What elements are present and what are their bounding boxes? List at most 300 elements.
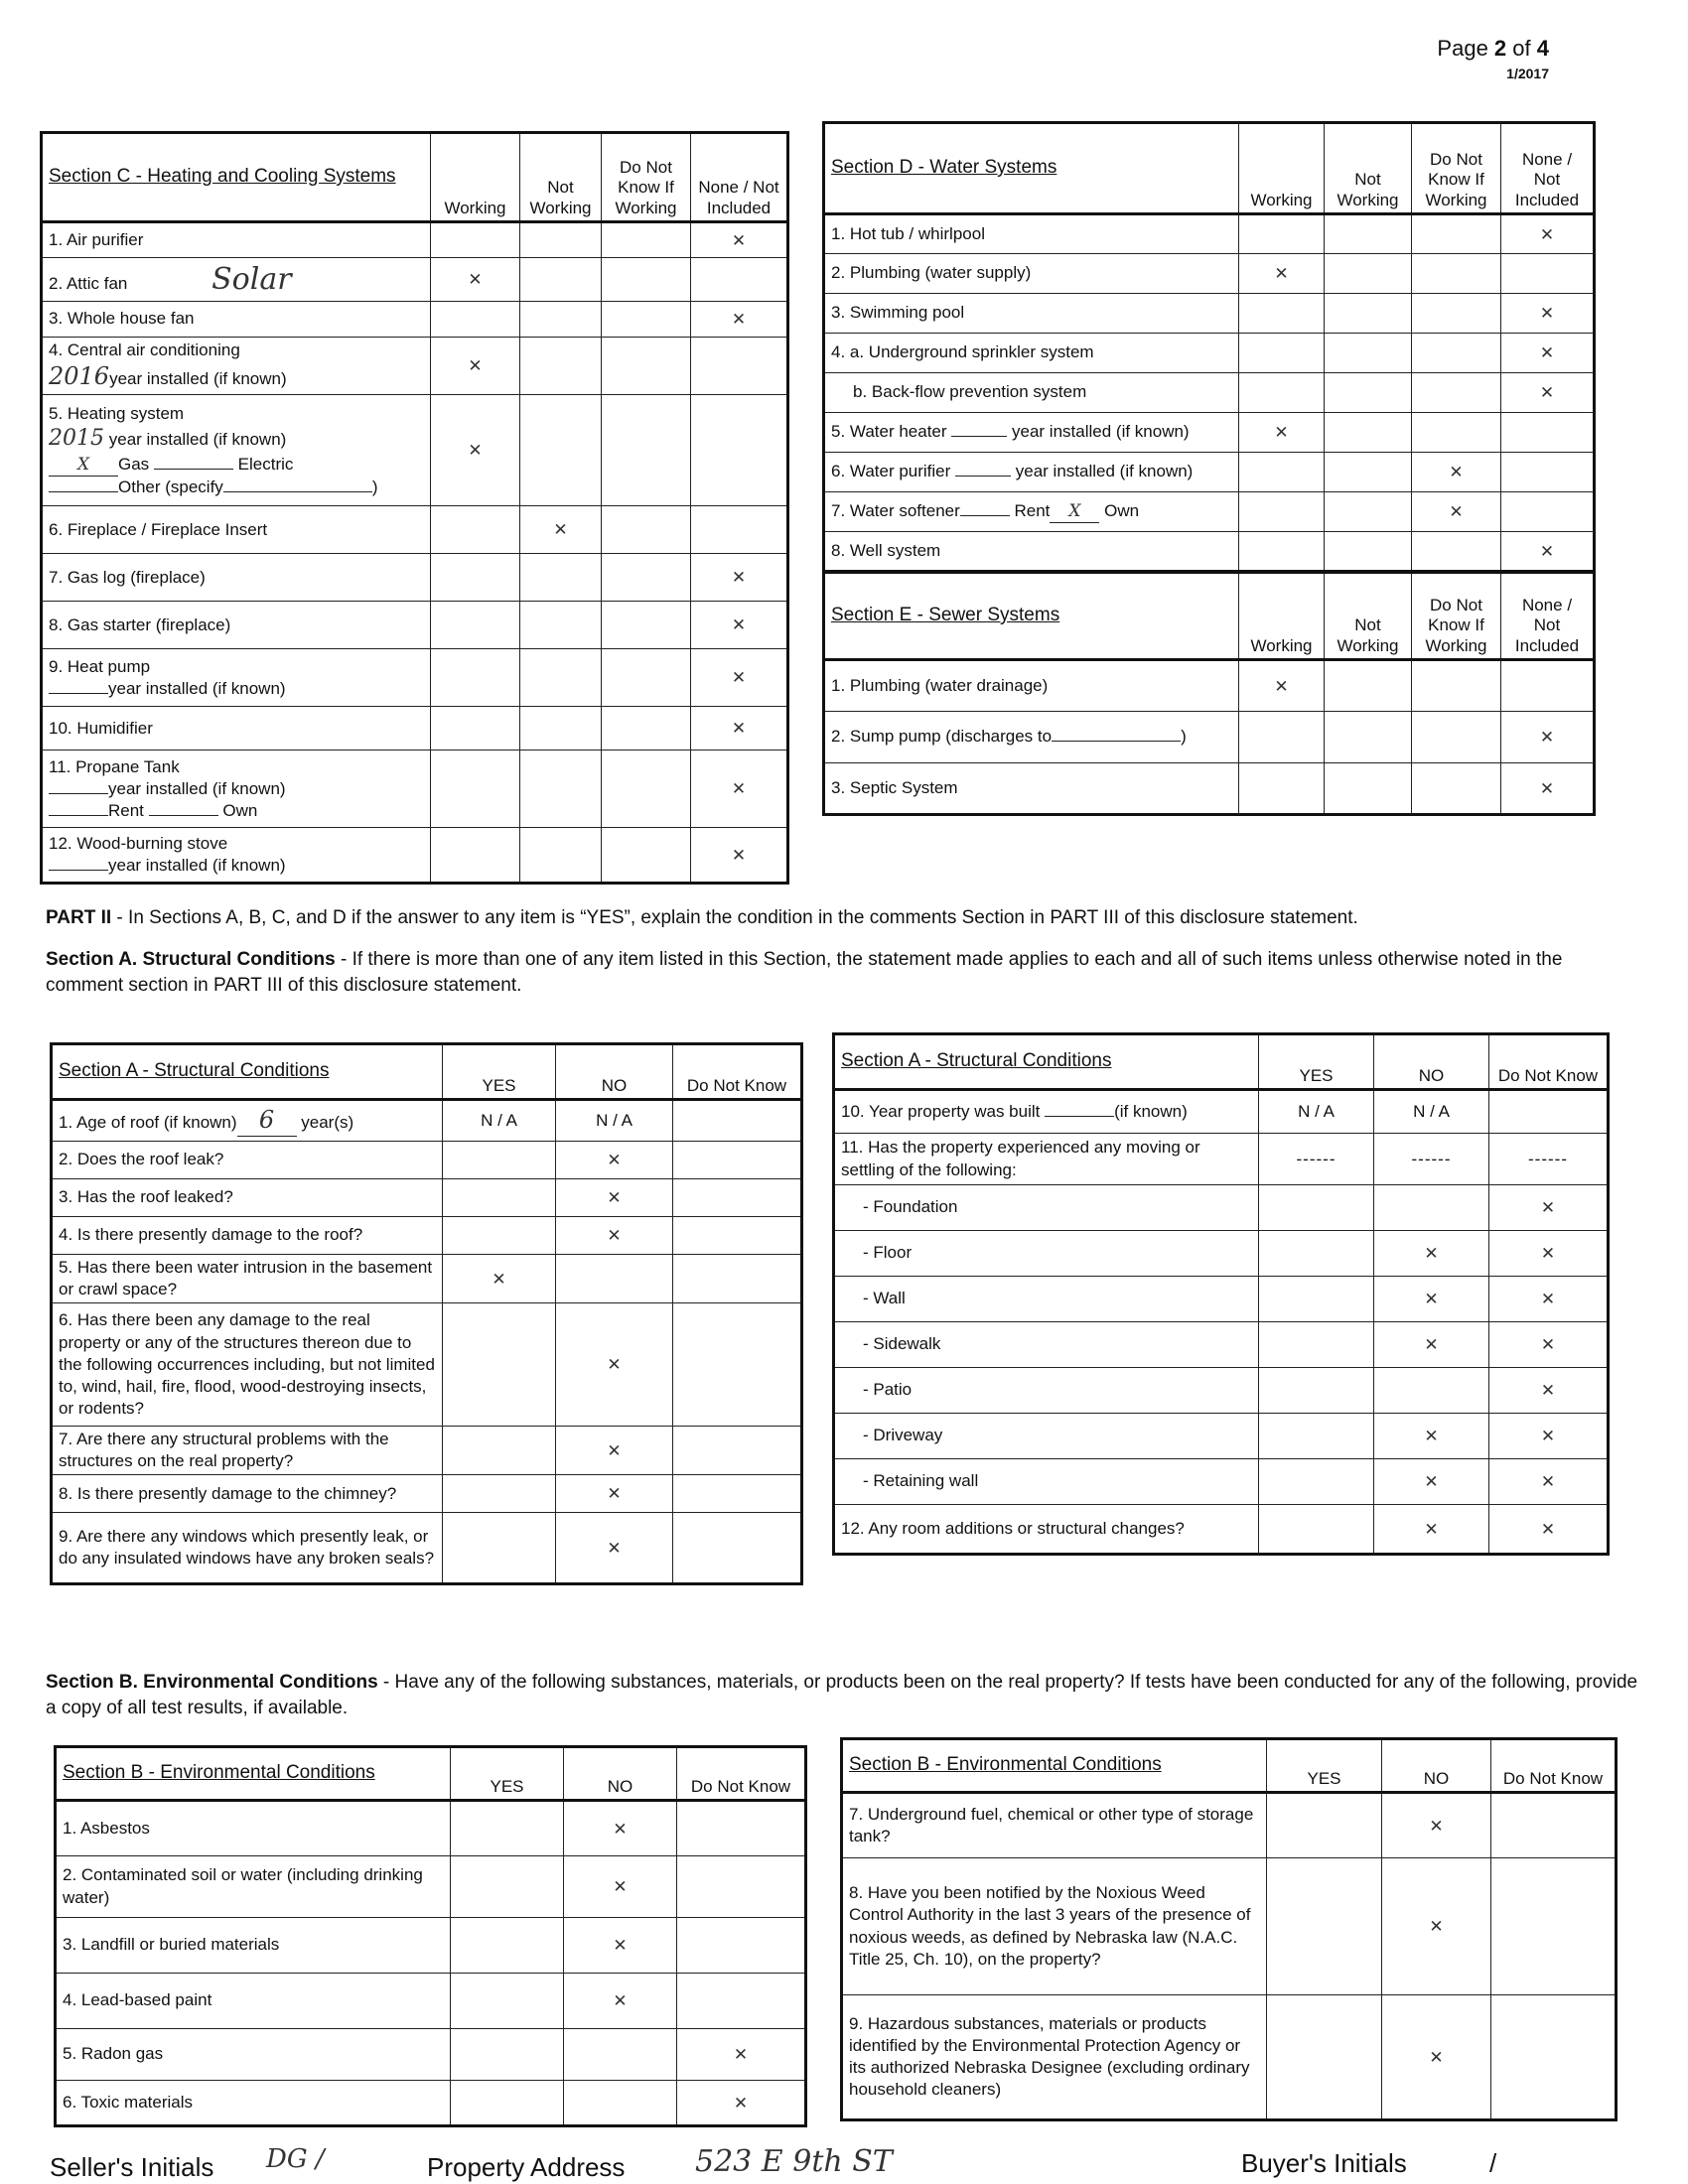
row-label: 10. Year property was built (if known) bbox=[834, 1090, 1259, 1134]
check-cell[interactable] bbox=[1239, 294, 1325, 334]
row-label: 9. Heat pump year installed (if known) bbox=[42, 649, 431, 707]
row-label: 3. Whole house fan bbox=[42, 302, 431, 338]
check-cell[interactable] bbox=[1374, 1185, 1489, 1231]
check-mark[interactable]: ✕ bbox=[1501, 712, 1595, 763]
check-cell[interactable] bbox=[602, 828, 691, 884]
page-header bbox=[1437, 36, 1549, 81]
check-cell[interactable] bbox=[602, 751, 691, 828]
check-cell[interactable] bbox=[451, 2029, 564, 2081]
row-label: 1. Asbestos bbox=[56, 1801, 451, 1856]
page-number: Page 2 of 4 bbox=[1437, 36, 1549, 61]
check-cell[interactable] bbox=[520, 338, 602, 395]
col-do-not-know: Do Not Know If Working bbox=[602, 133, 691, 222]
row-label: 7. Underground fuel, chemical or other type of storage tank? bbox=[842, 1793, 1267, 1858]
table-row bbox=[824, 373, 1595, 413]
check-cell[interactable] bbox=[1259, 1231, 1374, 1277]
section-e-title: Section E - Sewer Systems bbox=[824, 573, 1239, 660]
check-cell[interactable] bbox=[1239, 373, 1325, 413]
check-cell[interactable] bbox=[677, 1974, 806, 2029]
check-mark[interactable]: ✕ bbox=[1382, 1793, 1491, 1858]
table-row bbox=[52, 1427, 802, 1475]
check-cell[interactable] bbox=[1501, 453, 1595, 492]
check-cell[interactable] bbox=[431, 222, 520, 258]
check-mark[interactable]: ✕ bbox=[691, 602, 788, 649]
col-yes: YES bbox=[1259, 1034, 1374, 1090]
check-mark[interactable]: ✕ bbox=[1489, 1368, 1609, 1414]
check-cell[interactable] bbox=[431, 602, 520, 649]
row-label: - Floor bbox=[834, 1231, 1259, 1277]
check-cell[interactable] bbox=[673, 1255, 802, 1303]
check-mark[interactable]: ✕ bbox=[1382, 1858, 1491, 1995]
check-cell[interactable] bbox=[602, 338, 691, 395]
row-label: 7. Gas log (fireplace) bbox=[42, 554, 431, 602]
row-label: 4. Is there presently damage to the roof? bbox=[52, 1217, 443, 1255]
table-row bbox=[42, 222, 788, 258]
check-cell[interactable] bbox=[1374, 1368, 1489, 1414]
row-label: 12. Any room additions or structural changes? bbox=[834, 1505, 1259, 1555]
check-cell[interactable] bbox=[443, 1179, 556, 1217]
check-cell[interactable] bbox=[443, 1475, 556, 1513]
na-value: N / A bbox=[556, 1100, 673, 1142]
check-cell[interactable] bbox=[520, 649, 602, 707]
check-cell[interactable] bbox=[443, 1427, 556, 1475]
row-label: 10. Humidifier bbox=[42, 707, 431, 751]
check-cell[interactable] bbox=[602, 395, 691, 506]
section-a-left-table bbox=[50, 1042, 803, 1585]
section-b-title: Section B - Environmental Conditions bbox=[842, 1739, 1267, 1793]
row-label: 5. Has there been water intrusion in the basement or crawl space? bbox=[52, 1255, 443, 1303]
table-row bbox=[52, 1179, 802, 1217]
section-d-title: Section D - Water Systems bbox=[824, 123, 1239, 214]
table-row bbox=[824, 712, 1595, 763]
check-mark[interactable]: ✕ bbox=[431, 338, 520, 395]
check-mark[interactable]: ✕ bbox=[1501, 373, 1595, 413]
check-cell[interactable] bbox=[602, 302, 691, 338]
table-row bbox=[42, 506, 788, 554]
check-cell[interactable] bbox=[602, 222, 691, 258]
section-b-right-table bbox=[840, 1737, 1618, 2121]
check-mark[interactable]: ✕ bbox=[691, 222, 788, 258]
handwritten-note: Solar bbox=[211, 262, 292, 297]
table-row bbox=[834, 1231, 1609, 1277]
check-mark[interactable]: ✕ bbox=[1412, 453, 1501, 492]
check-cell[interactable] bbox=[431, 302, 520, 338]
check-cell[interactable] bbox=[520, 828, 602, 884]
row-label: 3. Landfill or buried materials bbox=[56, 1918, 451, 1974]
check-cell[interactable] bbox=[1501, 413, 1595, 453]
row-label: - Foundation bbox=[834, 1185, 1259, 1231]
check-cell[interactable] bbox=[1325, 492, 1412, 532]
check-cell[interactable] bbox=[431, 554, 520, 602]
check-cell[interactable] bbox=[451, 2081, 564, 2126]
table-row bbox=[834, 1134, 1609, 1185]
check-mark[interactable]: ✕ bbox=[691, 554, 788, 602]
check-cell[interactable] bbox=[1412, 712, 1501, 763]
check-cell[interactable] bbox=[1239, 214, 1325, 254]
check-mark[interactable]: ✕ bbox=[556, 1179, 673, 1217]
table-row bbox=[824, 294, 1595, 334]
check-cell[interactable] bbox=[691, 506, 788, 554]
row-label: 7. Water softener Rent X Own bbox=[824, 492, 1239, 532]
row-label: 3. Septic System bbox=[824, 763, 1239, 815]
check-cell[interactable] bbox=[451, 1801, 564, 1856]
table-row bbox=[824, 492, 1595, 532]
row-label: - Retaining wall bbox=[834, 1459, 1259, 1505]
check-cell[interactable] bbox=[431, 828, 520, 884]
check-cell[interactable] bbox=[443, 1142, 556, 1179]
check-mark[interactable]: ✕ bbox=[564, 1856, 677, 1918]
row-label: 1. Plumbing (water drainage) bbox=[824, 660, 1239, 712]
row-label: 8. Well system bbox=[824, 532, 1239, 572]
check-cell[interactable] bbox=[1239, 763, 1325, 815]
check-cell[interactable] bbox=[602, 649, 691, 707]
table-row bbox=[42, 258, 788, 302]
row-label: 2. Contaminated soil or water (including drinking water) bbox=[56, 1856, 451, 1918]
check-mark[interactable]: ✕ bbox=[1412, 492, 1501, 532]
row-label: 2. Does the roof leak? bbox=[52, 1142, 443, 1179]
check-cell[interactable] bbox=[1325, 532, 1412, 572]
table-row bbox=[56, 2029, 806, 2081]
check-cell[interactable] bbox=[451, 1974, 564, 2029]
row-label: - Patio bbox=[834, 1368, 1259, 1414]
check-mark[interactable]: ✕ bbox=[1489, 1459, 1609, 1505]
row-label: 1. Age of roof (if known) 6 year(s) bbox=[52, 1100, 443, 1142]
check-cell[interactable] bbox=[1259, 1459, 1374, 1505]
check-mark[interactable]: ✕ bbox=[556, 1513, 673, 1584]
check-cell[interactable] bbox=[602, 554, 691, 602]
check-cell[interactable] bbox=[451, 1856, 564, 1918]
check-mark[interactable]: ✕ bbox=[1374, 1231, 1489, 1277]
table-row bbox=[42, 751, 788, 828]
check-cell[interactable] bbox=[1259, 1505, 1374, 1555]
table-row bbox=[824, 532, 1595, 572]
check-cell[interactable] bbox=[1489, 1090, 1609, 1134]
col-do-not-know: Do Not Know bbox=[1491, 1739, 1617, 1793]
check-cell[interactable] bbox=[1412, 532, 1501, 572]
table-row bbox=[834, 1185, 1609, 1231]
table-row bbox=[56, 1856, 806, 1918]
check-mark[interactable]: ✕ bbox=[520, 506, 602, 554]
row-label: 9. Hazardous substances, materials or products identified by the Environmental Protection Agency or its authorized Nebraska Designee (excluding ordinary household cleaners) bbox=[842, 1995, 1267, 2120]
check-cell[interactable] bbox=[520, 707, 602, 751]
check-cell[interactable] bbox=[602, 602, 691, 649]
row-label: 11. Has the property experienced any moving or settling of the following: bbox=[834, 1134, 1259, 1185]
table-row bbox=[824, 660, 1595, 712]
col-do-not-know: Do Not Know If Working bbox=[1412, 123, 1501, 214]
row-label: 3. Swimming pool bbox=[824, 294, 1239, 334]
check-cell[interactable] bbox=[1259, 1322, 1374, 1368]
check-cell[interactable] bbox=[1412, 214, 1501, 254]
table-row bbox=[52, 1475, 802, 1513]
check-cell[interactable] bbox=[520, 395, 602, 506]
col-yes: YES bbox=[1267, 1739, 1382, 1793]
check-cell[interactable] bbox=[564, 2029, 677, 2081]
check-mark[interactable]: ✕ bbox=[691, 751, 788, 828]
na-value: N / A bbox=[1259, 1090, 1374, 1134]
row-label: 2. Sump pump (discharges to ) bbox=[824, 712, 1239, 763]
check-cell[interactable] bbox=[520, 751, 602, 828]
check-cell[interactable] bbox=[1259, 1185, 1374, 1231]
row-label: 6. Fireplace / Fireplace Insert bbox=[42, 506, 431, 554]
table-row bbox=[824, 453, 1595, 492]
table-row bbox=[42, 707, 788, 751]
table-row bbox=[42, 649, 788, 707]
row-label: - Sidewalk bbox=[834, 1322, 1259, 1368]
check-mark[interactable]: ✕ bbox=[1501, 294, 1595, 334]
check-cell[interactable] bbox=[1267, 1793, 1382, 1858]
table-row bbox=[56, 1801, 806, 1856]
check-mark[interactable]: ✕ bbox=[1501, 763, 1595, 815]
check-mark[interactable]: ✕ bbox=[691, 828, 788, 884]
check-cell[interactable] bbox=[1259, 1277, 1374, 1322]
check-cell[interactable] bbox=[602, 707, 691, 751]
check-cell[interactable] bbox=[1412, 373, 1501, 413]
check-cell[interactable] bbox=[520, 258, 602, 302]
check-cell[interactable] bbox=[602, 258, 691, 302]
table-row bbox=[42, 302, 788, 338]
table-row bbox=[56, 1974, 806, 2029]
check-mark[interactable]: ✕ bbox=[691, 707, 788, 751]
table-row bbox=[834, 1414, 1609, 1459]
check-cell[interactable] bbox=[1501, 492, 1595, 532]
check-mark[interactable]: ✕ bbox=[1489, 1277, 1609, 1322]
dash-placeholder: ------ bbox=[1489, 1134, 1609, 1185]
check-cell[interactable] bbox=[564, 2081, 677, 2126]
section-d-table bbox=[822, 121, 1596, 573]
check-mark[interactable]: ✕ bbox=[1501, 532, 1595, 572]
row-label: 4. Central air conditioning 2016year installed (if known) bbox=[42, 338, 431, 395]
section-a-intro: Section A. Structural Conditions - If there is more than one of any item listed in this Section, the statement made applies to each and all of such items unless otherwise noted in the comment section in PART III of this disclosure statement. bbox=[46, 949, 1563, 996]
check-mark[interactable]: ✕ bbox=[564, 1974, 677, 2029]
check-cell[interactable] bbox=[677, 1918, 806, 1974]
check-cell[interactable] bbox=[673, 1427, 802, 1475]
check-mark[interactable]: ✕ bbox=[556, 1217, 673, 1255]
check-mark[interactable]: ✕ bbox=[1489, 1322, 1609, 1368]
check-cell[interactable] bbox=[1325, 254, 1412, 294]
check-cell[interactable] bbox=[443, 1513, 556, 1584]
check-mark[interactable]: ✕ bbox=[1374, 1459, 1489, 1505]
check-cell[interactable] bbox=[1325, 214, 1412, 254]
check-cell[interactable] bbox=[1501, 254, 1595, 294]
check-mark[interactable]: ✕ bbox=[431, 258, 520, 302]
check-cell[interactable] bbox=[677, 1856, 806, 1918]
check-cell[interactable] bbox=[1239, 492, 1325, 532]
check-cell[interactable] bbox=[673, 1303, 802, 1427]
check-mark[interactable]: ✕ bbox=[1489, 1414, 1609, 1459]
row-label: 5. Heating system 2015 year installed (if known) X Gas Electric Other (specify ) bbox=[42, 395, 431, 506]
table-row bbox=[824, 763, 1595, 815]
check-cell[interactable] bbox=[1412, 334, 1501, 373]
check-cell[interactable] bbox=[673, 1475, 802, 1513]
check-cell[interactable] bbox=[1491, 1995, 1617, 2120]
table-row bbox=[834, 1322, 1609, 1368]
property-address-value[interactable]: 523 E 9th ST bbox=[695, 2144, 893, 2179]
seller-initials-value[interactable]: DG / bbox=[266, 2144, 325, 2174]
table-row bbox=[834, 1277, 1609, 1322]
check-mark[interactable]: ✕ bbox=[1501, 214, 1595, 254]
check-mark[interactable]: ✕ bbox=[1501, 334, 1595, 373]
table-row bbox=[834, 1090, 1609, 1134]
row-label: - Wall bbox=[834, 1277, 1259, 1322]
col-no: NO bbox=[564, 1747, 677, 1801]
check-cell[interactable] bbox=[431, 506, 520, 554]
page-footer bbox=[50, 2144, 1658, 2184]
table-row bbox=[42, 602, 788, 649]
check-mark[interactable]: ✕ bbox=[1489, 1231, 1609, 1277]
check-cell[interactable] bbox=[431, 649, 520, 707]
row-label: 4. a. Underground sprinkler system bbox=[824, 334, 1239, 373]
check-cell[interactable] bbox=[520, 554, 602, 602]
col-do-not-know: Do Not Know If Working bbox=[1412, 573, 1501, 660]
check-mark[interactable]: ✕ bbox=[556, 1303, 673, 1427]
row-label: 12. Wood-burning stove year installed (if known) bbox=[42, 828, 431, 884]
check-cell[interactable] bbox=[1259, 1414, 1374, 1459]
col-no: NO bbox=[1382, 1739, 1491, 1793]
check-cell[interactable] bbox=[431, 751, 520, 828]
check-mark[interactable]: ✕ bbox=[1239, 254, 1325, 294]
check-cell[interactable] bbox=[1325, 294, 1412, 334]
check-cell[interactable] bbox=[1325, 334, 1412, 373]
table-row bbox=[42, 338, 788, 395]
check-cell[interactable] bbox=[691, 395, 788, 506]
check-cell[interactable] bbox=[520, 302, 602, 338]
check-mark[interactable]: ✕ bbox=[443, 1255, 556, 1303]
check-cell[interactable] bbox=[1412, 660, 1501, 712]
check-mark[interactable]: ✕ bbox=[677, 2029, 806, 2081]
check-cell[interactable] bbox=[1491, 1858, 1617, 1995]
check-cell[interactable] bbox=[1267, 1858, 1382, 1995]
check-cell[interactable] bbox=[443, 1217, 556, 1255]
check-cell[interactable] bbox=[1239, 532, 1325, 572]
check-cell[interactable] bbox=[1325, 763, 1412, 815]
check-cell[interactable] bbox=[1267, 1995, 1382, 2120]
check-cell[interactable] bbox=[1239, 334, 1325, 373]
check-cell[interactable] bbox=[691, 258, 788, 302]
buyer-initials-value[interactable]: / bbox=[1489, 2148, 1497, 2178]
col-no: NO bbox=[556, 1044, 673, 1100]
part2-instructions: PART II - In Sections A, B, C, and D if the answer to any item is “YES”, explain the condition in the comments Section in PART III of this disclosure statement. bbox=[46, 907, 1358, 928]
check-cell[interactable] bbox=[451, 1918, 564, 1974]
check-cell[interactable] bbox=[1239, 453, 1325, 492]
section-e-table bbox=[822, 571, 1596, 816]
check-cell[interactable] bbox=[520, 222, 602, 258]
check-mark[interactable]: ✕ bbox=[1374, 1414, 1489, 1459]
check-mark[interactable]: ✕ bbox=[677, 2081, 806, 2126]
col-not-working: Not Working bbox=[1325, 123, 1412, 214]
col-yes: YES bbox=[443, 1044, 556, 1100]
check-cell[interactable] bbox=[1325, 660, 1412, 712]
form-date: 1/2017 bbox=[1506, 66, 1549, 81]
check-mark[interactable]: ✕ bbox=[1374, 1277, 1489, 1322]
check-cell[interactable] bbox=[1412, 294, 1501, 334]
table-row bbox=[56, 1918, 806, 1974]
col-do-not-know: Do Not Know bbox=[677, 1747, 806, 1801]
check-mark[interactable]: ✕ bbox=[691, 302, 788, 338]
check-cell[interactable] bbox=[1239, 712, 1325, 763]
check-cell[interactable] bbox=[1501, 660, 1595, 712]
check-mark[interactable]: ✕ bbox=[1374, 1505, 1489, 1555]
check-mark[interactable]: ✕ bbox=[556, 1475, 673, 1513]
check-cell[interactable] bbox=[677, 1801, 806, 1856]
check-cell[interactable] bbox=[673, 1142, 802, 1179]
check-cell[interactable] bbox=[1412, 763, 1501, 815]
check-cell[interactable] bbox=[1491, 1793, 1617, 1858]
col-none: None / Not Included bbox=[1501, 573, 1595, 660]
row-label: 11. Propane Tank year installed (if known) Rent Own bbox=[42, 751, 431, 828]
check-cell[interactable] bbox=[673, 1100, 802, 1142]
row-label: 7. Are there any structural problems with the structures on the real property? bbox=[52, 1427, 443, 1475]
check-cell[interactable] bbox=[1325, 373, 1412, 413]
na-value: N / A bbox=[443, 1100, 556, 1142]
check-cell[interactable] bbox=[602, 506, 691, 554]
row-label: 9. Are there any windows which presently leak, or do any insulated windows have any broken seals? bbox=[52, 1513, 443, 1584]
check-mark[interactable]: ✕ bbox=[691, 649, 788, 707]
col-yes: YES bbox=[451, 1747, 564, 1801]
row-label: 2. Plumbing (water supply) bbox=[824, 254, 1239, 294]
check-cell[interactable] bbox=[691, 338, 788, 395]
dash-placeholder: ------ bbox=[1374, 1134, 1489, 1185]
check-mark[interactable]: ✕ bbox=[1489, 1185, 1609, 1231]
handwritten-year: 2016 bbox=[49, 362, 110, 391]
check-cell[interactable] bbox=[1412, 413, 1501, 453]
table-row bbox=[52, 1303, 802, 1427]
check-mark[interactable]: ✕ bbox=[1489, 1505, 1609, 1555]
row-label: - Driveway bbox=[834, 1414, 1259, 1459]
buyer-initials-label: Buyer's Initials bbox=[1241, 2148, 1407, 2178]
check-mark[interactable]: ✕ bbox=[1374, 1322, 1489, 1368]
check-cell[interactable] bbox=[1325, 413, 1412, 453]
section-a-title: Section A - Structural Conditions bbox=[834, 1034, 1259, 1090]
check-cell[interactable] bbox=[1325, 453, 1412, 492]
check-mark[interactable]: ✕ bbox=[1382, 1995, 1491, 2120]
check-cell[interactable] bbox=[673, 1179, 802, 1217]
check-cell[interactable] bbox=[673, 1513, 802, 1584]
row-label: 1. Hot tub / whirlpool bbox=[824, 214, 1239, 254]
section-b-intro: Section B. Environmental Conditions - Have any of the following substances, materials, or products been on the real property? If tests have been conducted for any of the following, provide a copy of all test results, if available. bbox=[46, 1672, 1638, 1718]
check-cell[interactable] bbox=[1259, 1368, 1374, 1414]
table-row bbox=[834, 1368, 1609, 1414]
check-mark[interactable]: ✕ bbox=[1239, 660, 1325, 712]
row-label: 6. Toxic materials bbox=[56, 2081, 451, 2126]
check-mark[interactable]: ✕ bbox=[564, 1918, 677, 1974]
table-row bbox=[56, 2081, 806, 2126]
dash-placeholder: ------ bbox=[1259, 1134, 1374, 1185]
check-mark[interactable]: ✕ bbox=[564, 1801, 677, 1856]
table-row bbox=[52, 1255, 802, 1303]
table-row bbox=[42, 554, 788, 602]
table-row bbox=[52, 1100, 802, 1142]
col-none: None / Not Included bbox=[1501, 123, 1595, 214]
section-b-title: Section B - Environmental Conditions bbox=[56, 1747, 451, 1801]
check-cell[interactable] bbox=[520, 602, 602, 649]
check-mark[interactable]: ✕ bbox=[556, 1427, 673, 1475]
check-cell[interactable] bbox=[1325, 712, 1412, 763]
check-cell[interactable] bbox=[673, 1217, 802, 1255]
check-mark[interactable]: ✕ bbox=[431, 395, 520, 506]
check-mark[interactable]: ✕ bbox=[1239, 413, 1325, 453]
row-label: 8. Is there presently damage to the chimney? bbox=[52, 1475, 443, 1513]
property-address-label: Property Address bbox=[427, 2152, 626, 2182]
check-cell[interactable] bbox=[443, 1303, 556, 1427]
table-row bbox=[52, 1217, 802, 1255]
row-label: 6. Has there been any damage to the real property or any of the structures thereon due to the following occurrences including, but not limited to, wind, hail, fire, flood, wood-destroying insects, or rodents? bbox=[52, 1303, 443, 1427]
section-a-title: Section A - Structural Conditions bbox=[52, 1044, 443, 1100]
check-cell[interactable] bbox=[431, 707, 520, 751]
seller-initials-label: Seller's Initials bbox=[50, 2152, 214, 2182]
check-cell[interactable] bbox=[1412, 254, 1501, 294]
check-cell[interactable] bbox=[556, 1255, 673, 1303]
check-mark[interactable]: ✕ bbox=[556, 1142, 673, 1179]
